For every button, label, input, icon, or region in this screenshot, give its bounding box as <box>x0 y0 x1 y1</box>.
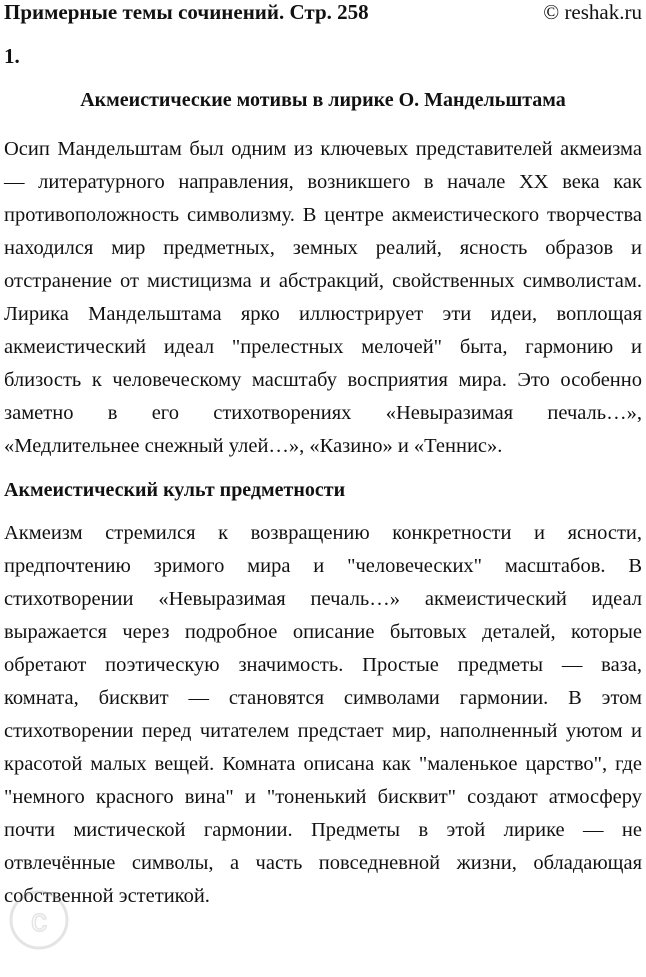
paragraph-intro <box>4 133 642 463</box>
text-line: Акмеизм стремился к возвращению конкретности и ясности, <box>4 522 642 544</box>
text-line: комната, бисквит — становятся символами гармонии. В этом <box>4 687 642 709</box>
page-title: Примерные темы сочинений. Стр. 258 <box>4 0 369 24</box>
text-line: Осип Мандельштам был одним из ключевых представителей акмеизма <box>4 138 642 160</box>
text-line: предпочтению зримого мира и "человеческих" масштабов. В <box>4 555 642 577</box>
text-line: выражается через подробное описание бытовых деталей, которые <box>4 621 642 643</box>
text-line: красотой малых вещей. Комната описана как "маленькое царство", где <box>4 753 642 775</box>
essay-title: Акмеистические мотивы в лирике О. Мандельштама <box>80 89 566 111</box>
section-heading: Акмеистический культ предметности <box>4 479 346 501</box>
text-line: акмеистический идеал "прелестных мелочей" быта, гармонию и <box>4 336 642 358</box>
site-credit: © reshak.ru <box>543 0 642 24</box>
item-number: 1. <box>4 44 20 68</box>
text-line: собственной эстетикой. <box>4 885 210 907</box>
text-line: отстранение от мистицизма и абстракций, свойственных символистам. <box>4 270 642 292</box>
paragraph-objects <box>4 517 642 913</box>
page-header <box>4 0 642 26</box>
text-line: находился мир предметных, земных реалий, ясность образов и <box>4 237 642 259</box>
text-line: "немного красного вина" и "тоненький бисквит" создают атмосферу <box>4 786 642 808</box>
svg-text:c: c <box>31 902 47 938</box>
text-line: противоположность символизму. В центре акмеистического творчества <box>4 204 642 226</box>
text-line: «Медлительнее снежный улей…», «Казино» и «Теннис». <box>4 435 503 457</box>
text-line: Лирика Мандельштама ярко иллюстрирует эти идеи, воплощая <box>4 303 642 325</box>
text-line: стихотворении перед читателем предстает мир, наполненный уютом и <box>4 720 642 742</box>
text-line: стихотворении «Невыразимая печаль…» акмеистический идеал <box>4 588 642 610</box>
text-line: отвлечённые символы, а часть повседневной жизни, обладающая <box>4 852 642 874</box>
watermark-logo <box>4 855 144 965</box>
text-line: почти мистической гармонии. Предметы в этой лирике — не <box>4 819 642 841</box>
text-line: близость к человеческому масштабу восприятия мира. Это особенно <box>4 369 642 391</box>
text-line: — литературного направления, возникшего в начале XX века как <box>4 171 642 193</box>
text-line: заметно в его стихотворениях «Невыразимая печаль…», <box>4 402 642 424</box>
text-line: обретают поэтическую значимость. Простые предметы — ваза, <box>4 654 642 676</box>
